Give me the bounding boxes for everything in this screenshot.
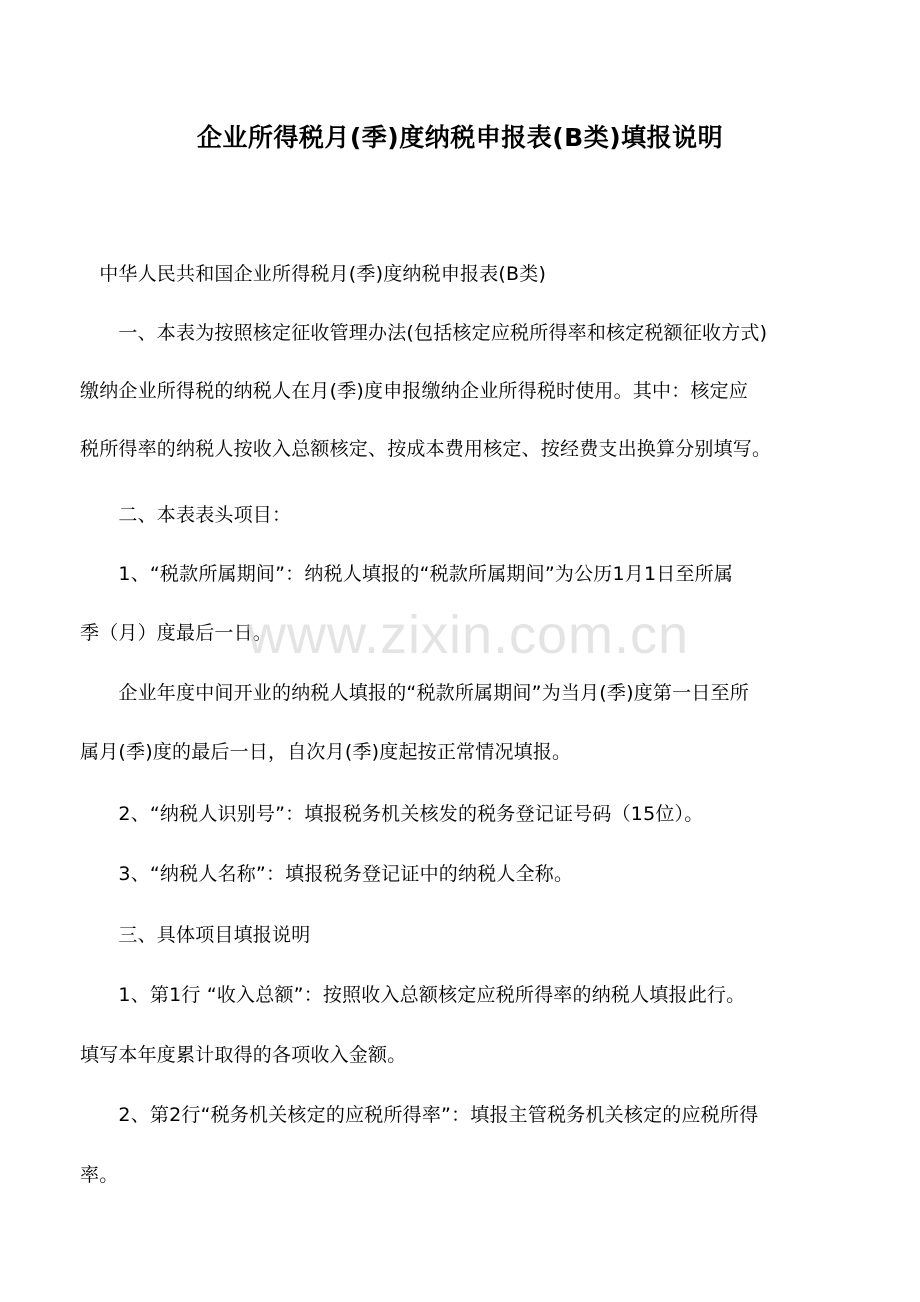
paragraph-line: 填写本年度累计取得的各项收入金额。 xyxy=(80,1044,407,1066)
paragraph-line: 一、本表为按照核定征收管理办法(包括核定应税所得率和核定税额征收方式) xyxy=(80,322,768,344)
paragraph-line: 率。 xyxy=(80,1164,119,1186)
watermark-text: www.zixin.com.cn xyxy=(246,605,690,665)
paragraph-line: 2、第2行“税务机关核定的应税所得率”：填报主管税务机关核定的应税所得 xyxy=(80,1104,759,1126)
paragraph-line: 属月(季)度的最后一日，自次月(季)度起按正常情况填报。 xyxy=(80,741,572,763)
section-heading: 二、本表表头项目： xyxy=(80,504,292,526)
section-heading: 三、具体项目填报说明 xyxy=(80,924,311,946)
paragraph-line: 税所得率的纳税人按收入总额核定、按成本费用核定、按经费支出换算分别填写。 xyxy=(80,438,772,460)
document-title: 企业所得税月(季)度纳税申报表(B类)填报说明 xyxy=(196,123,724,152)
paragraph-line: 3、“纳税人名称”：填报税务登记证中的纳税人全称。 xyxy=(80,863,574,885)
paragraph-line: 季（月）度最后一日。 xyxy=(80,622,273,644)
paragraph-line: 1、第1行 “收入总额”：按照收入总额核定应税所得率的纳税人填报此行。 xyxy=(80,984,746,1006)
paragraph-line: 缴纳企业所得税的纳税人在月(季)度申报缴纳企业所得税时使用。其中：核定应 xyxy=(80,380,749,402)
paragraph-line: 企业年度中间开业的纳税人填报的“税款所属期间”为当月(季)度第一日至所 xyxy=(80,682,749,704)
paragraph-line: 1、“税款所属期间”：纳税人填报的“税款所属期间”为公历1月1日至所属 xyxy=(80,563,734,585)
form-name-line: 中华人民共和国企业所得税月(季)度纳税申报表(B类) xyxy=(80,263,547,285)
paragraph-line: 2、“纳税人识别号”：填报税务机关核发的税务登记证号码（15位）。 xyxy=(80,803,704,825)
